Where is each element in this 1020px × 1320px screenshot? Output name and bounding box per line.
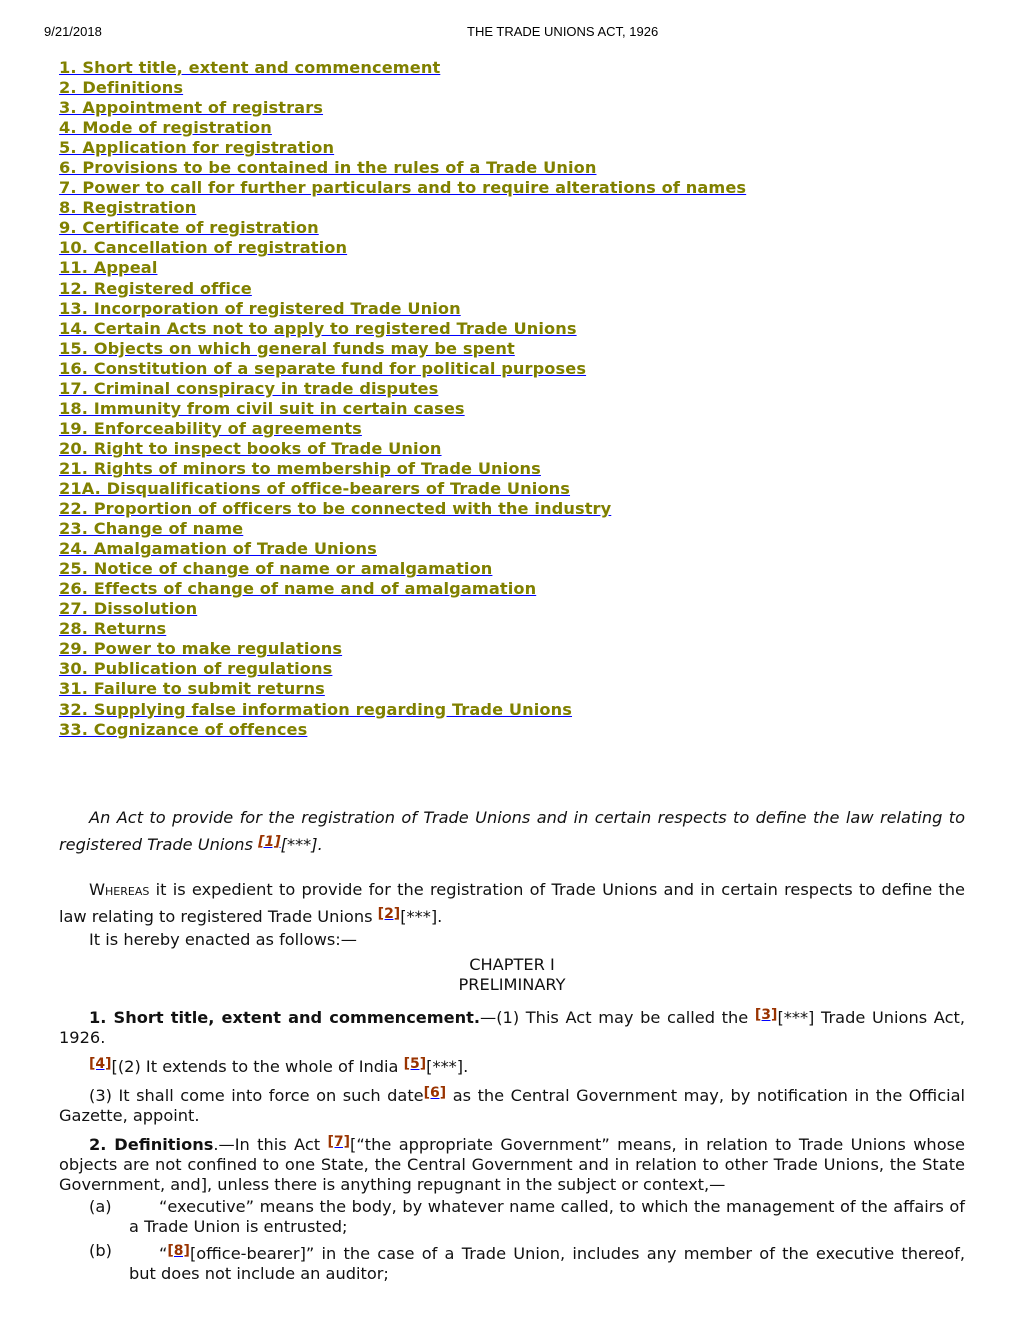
toc-link[interactable]: 11. Appeal xyxy=(59,258,158,278)
toc-link[interactable]: 29. Power to make regulations xyxy=(59,639,343,659)
toc-link[interactable]: 4. Mode of registration xyxy=(59,118,272,138)
toc-link[interactable]: 19. Enforceability of agreements xyxy=(59,418,362,438)
clause-text: “ xyxy=(159,1244,168,1263)
toc-link[interactable]: 5. Application for registration xyxy=(59,138,335,158)
preamble-tail: [***]. xyxy=(400,907,443,926)
toc-link[interactable]: 23. Change of name xyxy=(59,519,244,539)
clause-label: (b) xyxy=(89,1241,112,1260)
footnote-link-4[interactable]: [4] xyxy=(89,1056,112,1072)
section-1-2 xyxy=(59,1054,965,1077)
toc-link[interactable]: 13. Incorporation of registered Trade Union xyxy=(59,298,461,318)
print-title: THE TRADE UNIONS ACT, 1926 xyxy=(467,24,659,39)
chapter-name: PRELIMINARY xyxy=(458,975,566,994)
section-1-3 xyxy=(59,1083,965,1126)
toc-link[interactable]: 21A. Disqualifications of office-bearers of Trade Unions xyxy=(59,478,571,498)
clause-text-tail: [office-bearer]” in the case of a Trade Union, includes any member of the executive thereof, but does not include an auditor; xyxy=(129,1244,965,1283)
toc-link[interactable]: 25. Notice of change of name or amalgamation xyxy=(59,559,493,579)
toc-link[interactable]: 12. Registered office xyxy=(59,278,252,298)
clause-text: “executive” means the body, by whatever name called, to which the management of the affairs of a Trade Union is entrusted; xyxy=(129,1197,965,1236)
section-1-heading: 1. Short title, extent and commencement. xyxy=(89,1008,481,1027)
long-title-tail: [***]. xyxy=(280,835,323,854)
toc-link[interactable]: 18. Immunity from civil suit in certain cases xyxy=(59,398,465,418)
definition-a xyxy=(59,1197,965,1237)
document-body xyxy=(59,805,965,1284)
toc-link[interactable]: 26. Effects of change of name and of amalgamation xyxy=(59,579,537,599)
section-2 xyxy=(59,1132,965,1195)
definition-b xyxy=(59,1241,965,1284)
long-title xyxy=(59,805,965,857)
footnote-link-3[interactable]: [3] xyxy=(754,1007,778,1023)
section-1-tail: [***] Trade Unions Act, 1926. xyxy=(59,1008,965,1047)
footnote-link-8[interactable]: [8] xyxy=(167,1243,190,1259)
section-2-heading: 2. Definitions xyxy=(89,1135,214,1154)
toc-link[interactable]: 15. Objects on which general funds may be spent xyxy=(59,338,515,358)
preamble xyxy=(59,878,965,929)
footnote-link-2[interactable]: [2] xyxy=(377,906,401,922)
footnote-link-1[interactable]: [1] xyxy=(258,834,281,850)
preamble-text: it is expedient to provide for the registration of Trade Unions and in certain respects to define the law relating to registered Trade Unions xyxy=(59,880,965,926)
section-1 xyxy=(59,1005,965,1048)
table-of-contents xyxy=(59,58,746,740)
section-1-text: —(1) This Act may be called the xyxy=(480,1008,755,1027)
section-1-3-tail: as the Central Government may, by notification in the Official Gazette, appoint. xyxy=(59,1086,966,1125)
toc-link[interactable]: 31. Failure to submit returns xyxy=(59,679,325,699)
toc-link[interactable]: 27. Dissolution xyxy=(59,599,198,619)
footnote-link-7[interactable]: [7] xyxy=(327,1134,351,1150)
long-title-text: An Act to provide for the registration of Trade Unions and in certain respects to define the law relating to registered Trade Unions xyxy=(59,808,965,854)
section-1-3-text: (3) It shall come into force on such date xyxy=(89,1086,424,1105)
toc-link[interactable]: 20. Right to inspect books of Trade Union xyxy=(59,438,442,458)
section-2-text: .—In this Act xyxy=(213,1135,328,1154)
toc-link[interactable]: 2. Definitions xyxy=(59,78,184,98)
toc-link[interactable]: 14. Certain Acts not to apply to registered Trade Unions xyxy=(59,318,577,338)
section-1-2-tail: [***]. xyxy=(426,1057,469,1076)
toc-link[interactable]: 32. Supplying false information regarding Trade Unions xyxy=(59,699,573,719)
enacting-formula: It is hereby enacted as follows:— xyxy=(89,930,357,949)
toc-link[interactable]: 22. Proportion of officers to be connected with the industry xyxy=(59,499,612,519)
footnote-link-5[interactable]: [5] xyxy=(403,1056,427,1072)
toc-link[interactable]: 6. Provisions to be contained in the rules of a Trade Union xyxy=(59,158,597,178)
clause-label: (a) xyxy=(89,1197,112,1216)
footnote-link-6[interactable]: [6] xyxy=(423,1085,447,1101)
toc-link[interactable]: 21. Rights of minors to membership of Trade Unions xyxy=(59,458,541,478)
toc-link[interactable]: 28. Returns xyxy=(59,619,167,639)
toc-link[interactable]: 16. Constitution of a separate fund for political purposes xyxy=(59,358,587,378)
toc-link[interactable]: 10. Cancellation of registration xyxy=(59,238,348,258)
toc-link[interactable]: 30. Publication of regulations xyxy=(59,659,333,679)
toc-link[interactable]: 3. Appointment of registrars xyxy=(59,98,324,118)
print-date: 9/21/2018 xyxy=(44,24,102,39)
whereas-word: Whereas xyxy=(89,880,150,899)
section-2-tail: [“the appropriate Government” means, in relation to Trade Unions whose objects are not confined to one State, the Central Government and in relation to other Trade Unions, the State Government, and], unless there is anything repugnant in the subject or context,— xyxy=(59,1135,965,1194)
toc-link[interactable]: 7. Power to call for further particulars and to require alterations of names xyxy=(59,178,747,198)
toc-link[interactable]: 33. Cognizance of offences xyxy=(59,719,308,739)
chapter-number: CHAPTER I xyxy=(469,955,555,974)
toc-link[interactable]: 1. Short title, extent and commencement xyxy=(59,58,441,77)
toc-link[interactable]: 17. Criminal conspiracy in trade disputes xyxy=(59,378,439,398)
toc-link[interactable]: 8. Registration xyxy=(59,198,197,218)
toc-link[interactable]: 9. Certificate of registration xyxy=(59,218,319,238)
toc-link[interactable]: 24. Amalgamation of Trade Unions xyxy=(59,539,377,559)
section-1-2-text: [(2) It extends to the whole of India xyxy=(111,1057,404,1076)
